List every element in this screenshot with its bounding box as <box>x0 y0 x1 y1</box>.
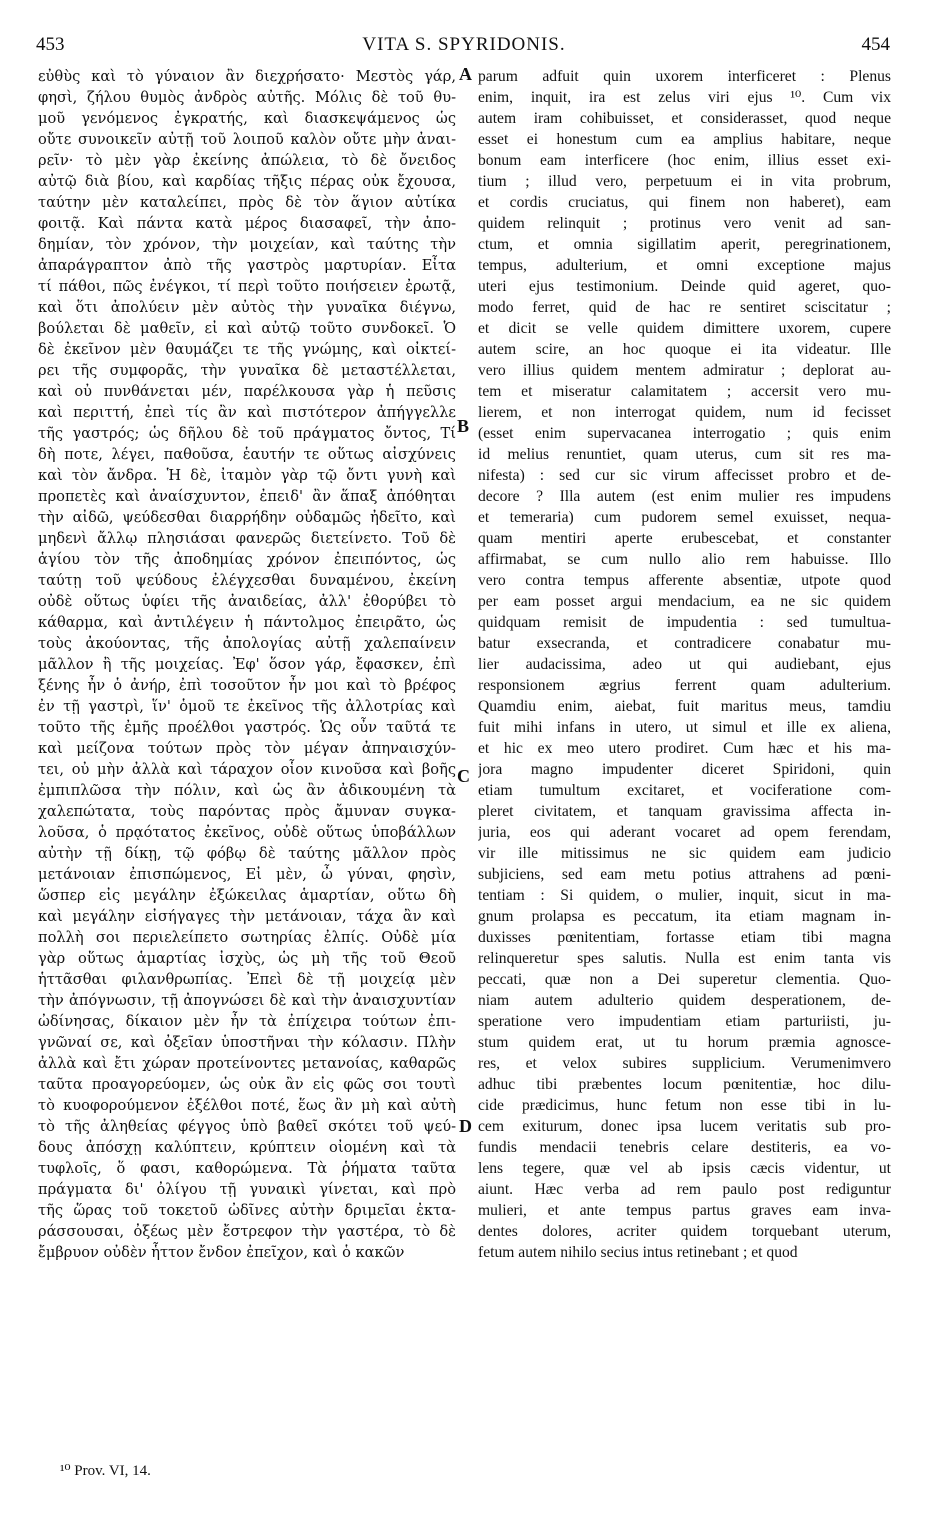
greek-text-line: ἐν τῇ γαστρὶ, ἵν' ὁμοῦ τε ἐκεῖνος τῆς ἀλλοτρίας καὶ <box>38 698 456 715</box>
greek-text-line: καὶ οὐ πυνθάνεται μέν, παρέλκουσα γὰρ ἡ πεῦσις <box>38 383 456 400</box>
greek-text-line: καὶ περιττή, ἐπεὶ τίς ἂν καὶ πιστότερον ἀπήγγελλε <box>38 404 456 421</box>
greek-text-line: γνῶναί σε, καὶ ὀξεῖαν ὑποστῆναι τὴν κόλασιν. Πλὴν <box>38 1034 456 1051</box>
latin-text-line: ctum, et omnia sigillatim aperit, peregrinationem, <box>478 236 891 253</box>
latin-text-line: tempus, adulterium, et omni exceptione majus <box>478 257 891 274</box>
latin-text-line: batur exsecranda, et contradicere conabatur mu- <box>478 635 891 652</box>
latin-text-line: jora magno impudenter diceret Spiridoni, quin <box>478 761 891 778</box>
latin-text-line: vir ille mitissimus ne sic quidem eam judicio <box>478 845 891 862</box>
latin-text-line: autem scire, an hoc quoque ei ita videatur. Ille <box>478 341 891 358</box>
latin-text-line: lens tegere, quæ vel ab ipsis cæcis videntur, ut <box>478 1160 891 1177</box>
greek-text-line: αὐτὴν τῇ δίκῃ, τῷ φόβῳ δὲ ταύτης μᾶλλον πρὸς <box>38 845 456 862</box>
greek-text-column <box>38 66 456 1263</box>
greek-text-line: ἀπαράγραπτον ἀπὸ τῆς γαστρὸς μαρτυρίαν. Εἶτα <box>38 257 456 274</box>
footnote: ¹⁰ Prov. VI, 14. <box>60 1463 151 1479</box>
greek-text-line: φησὶ, ζήλου θυμὸς ἀνδρὸς αὐτῆς. Μόλις δὲ τοῦ θυ- <box>38 89 456 106</box>
greek-text-line: ταύτην μὲν καταλείπει, πρὸς δὲ τὸν ἅγιον αὐτίκα <box>38 194 456 211</box>
greek-text-line: ἀλλὰ καὶ ἔτι χώραν προτείνοντες μετανοίας, καθαρῶς <box>38 1055 456 1072</box>
latin-text-line: modo ferret, quid de hac re sentiret sciscitatur ; <box>478 299 891 316</box>
latin-text-line: lier audacissima, adeo ut qui audiebant, ejus <box>478 656 891 673</box>
latin-text-line: duxisses pœnitentiam, fortasse etiam tibi magna <box>478 929 891 946</box>
greek-text-line: αὐτῷ διὰ βίου, καὶ καρδίας τῆξις πέρας οὐκ ἔχουσα, <box>38 173 456 190</box>
latin-text-line: vero contra tempus afferente absentiæ, utpote quod <box>478 572 891 589</box>
greek-text-line: δὲ ἐκεῖνον μὲν θαυμάζει τε τῆς γνώμης, καὶ οἰκτεί- <box>38 341 456 358</box>
greek-text-line: κάθαρμα, καὶ ἀντιλέγειν ἡ πάντολμος ἐπειρᾶτο, ὡς <box>38 614 456 631</box>
latin-text-line: affirmabat, se cum nullo alio rem habuisse. Illo <box>478 551 891 568</box>
latin-text-line: subjiciens, sed eam metu potius attrahens ad pœni- <box>478 866 891 883</box>
latin-text-line: parum adfuit quin uxorem interficeret : Plenus <box>478 68 891 85</box>
greek-text-line: μᾶλλον ἢ τῆς μοιχείας. Ἐφ' ὅσον γάρ, ἔφασκεν, ἐπὶ <box>38 656 456 673</box>
greek-text-line: τυφλοῖς, ὅ φασι, καθορώμενα. Τὰ ῥήματα ταῦτα <box>38 1160 456 1177</box>
greek-text-line: καὶ μείζονα τούτων πρὸς τὸν μέγαν ἀπηναισχύν- <box>38 740 456 757</box>
latin-text-column <box>478 66 891 1263</box>
latin-text-line: esset ei honestum cum ea amplius habitare, neque <box>478 131 891 148</box>
greek-text-line: τοὺς ἀκούοντας, τῆς ἀπολογίας αὐτῇ χαλεπαίνειν <box>38 635 456 652</box>
latin-text-line: adhuc tibi præbentes locum pœnitentiæ, hoc dilu- <box>478 1076 891 1093</box>
latin-text-line: res, et velox subires supplicium. Verumenimvero <box>478 1055 891 1072</box>
page-number-right: 454 <box>861 34 890 55</box>
greek-text-line: τῆς γαστρός; ὡς δῆλου δὲ τοῦ πράγματος ὄντος, Τί <box>38 425 456 442</box>
latin-text-line: per eam posset argui mendacium, ea ne sic quidem <box>478 593 891 610</box>
greek-text-line: γὰρ οὕτως ἁμαρτίας ἰσχὺς, ὡς μὴ τῆς τοῦ Θεοῦ <box>38 950 456 967</box>
latin-text-line: juria, eos qui aderant vocaret ad opem ferendam, <box>478 824 891 841</box>
latin-text-line: uteri ejus testimonium. Deinde quid ageret, quo- <box>478 278 891 295</box>
running-title: VITA S. SPYRIDONIS. <box>362 34 566 55</box>
greek-text-line: εὐθὺς καὶ τὸ γύναιον ἂν διεχρήσατο· Μεστὸς γάρ, <box>38 68 456 85</box>
latin-text-line: niam autem adulterio quidem desperationem, de- <box>478 992 891 1009</box>
latin-text-line: et dicit se velle quidem dimittere uxorem, cupere <box>478 320 891 337</box>
latin-text-line: dentes dolores, acriter quidem torquebant uterum, <box>478 1223 891 1240</box>
greek-text-line: τί πάθοι, πῶς ἐνέγκοι, τί περὶ τοῦτο ποιήσειεν ἐρωτᾷ, <box>38 278 456 295</box>
latin-text-line: aiunt. Hæc verba ad rem paulo post rediguntur <box>478 1181 891 1198</box>
greek-text-line: καὶ μεγάλην εἰσήγαγες τὴν μετάνοιαν, τάχα ἂν καὶ <box>38 908 456 925</box>
greek-text-line: ἐμπιπλῶσα τὴν πόλιν, καὶ ὡς ἂν ἀδικουμένη τὰ <box>38 782 456 799</box>
greek-text-line: προπετὲς καὶ ἀναίσχυντον, ἐπειδ' ἂν ἅπαξ ἀπόθηται <box>38 488 456 505</box>
latin-text-line: fundis mendacii tenebris celare destiteris, ea vo- <box>478 1139 891 1156</box>
latin-text-line: vero illius quidem mentem admiratur ; deplorat au- <box>478 362 891 379</box>
latin-text-line: cem exiturum, donec ipsa lucem veritatis sub pro- <box>478 1118 891 1135</box>
latin-text-line: Quamdiu enim, aiebat, fuit maritus meus, tamdiu <box>478 698 891 715</box>
latin-text-line: enim, inquit, ira est zelus viri ejus ¹⁰. Cum vix <box>478 89 891 106</box>
greek-text-line: ξένης ἦν ὁ ἀνήρ, ἐπὶ τοσοῦτον ἦν μοι καὶ τὸ βρέφος <box>38 677 456 694</box>
greek-text-line: ταύτῃ τοῦ ψεύδους ἐλέγχεσθαι δυναμένου, ἐκείνη <box>38 572 456 589</box>
latin-text-line: pleret civitatem, et tanquam gravissima affecta in- <box>478 803 891 820</box>
latin-text-line: nifesta) : sed cur sic virum affecisset probro et de- <box>478 467 891 484</box>
latin-text-line: autem iram cohibuisset, et considerasset, quod neque <box>478 110 891 127</box>
latin-text-line: speratione vero impudentiam etiam parturiisti, ju- <box>478 1013 891 1030</box>
latin-text-line: lierem, et non interrogat quidem, num id fecisset <box>478 404 891 421</box>
greek-text-line: ὥσπερ εἰς μεγάλην ἐξώκειλας ἁμαρτίαν, οὕτω δὴ <box>38 887 456 904</box>
section-marker-b: B <box>457 416 470 436</box>
latin-text-line: responsionem ægrius ferrent quam adulterium. <box>478 677 891 694</box>
greek-text-line: χαλεπώτατα, τοὺς παρόντας πρὸς ἄμυναν συγκα- <box>38 803 456 820</box>
latin-text-line: (esset enim supervacanea interrogatio ; quis enim <box>478 425 891 442</box>
greek-text-line: τὴν αἰδῶ, ψεύδεσθαι διαρρήδην οὐδαμῶς ἠδεῖτο, καὶ <box>38 509 456 526</box>
latin-text-line: mulieri, et ante tempus partus graves eam inva- <box>478 1202 891 1219</box>
greek-text-line: καὶ τὸν ἄνδρα. Ἡ δὲ, ἰταμὸν γὰρ τῷ ὄντι γυνὴ καὶ <box>38 467 456 484</box>
latin-text-line: decore ? Illa autem (est enim mulier res impudens <box>478 488 891 505</box>
latin-text-line: et hic ex meo utero prodiret. Cum hæc et his ma- <box>478 740 891 757</box>
page-header <box>0 32 928 62</box>
greek-text-line: μετάνοιαν ἐπισπώμενος, Εἰ μὲν, ὦ γύναι, φησὶν, <box>38 866 456 883</box>
latin-text-line: stum quidem erat, ut tu horum præmia agnosce- <box>478 1034 891 1051</box>
latin-text-line: et temeraria) cum pudorem semel exuisset, nequa- <box>478 509 891 526</box>
greek-text-line: οὔτε συνοικεῖν αὐτῇ τοῦ λοιποῦ καλὸν οὔτε μὴν ἀναι- <box>38 131 456 148</box>
greek-text-line: ράσσουσαι, ὀξέως μὲν ἔστρεφον τὴν γαστέρα, τὸ δὲ <box>38 1223 456 1240</box>
section-marker-a: A <box>459 64 472 84</box>
greek-text-line: καὶ ὅτι ἀπολύειν μὲν αὐτὸς τὴν γυναῖκα διέγνω, <box>38 299 456 316</box>
greek-text-line: ἔμβρυον οὐδὲν ἧττον ἔνδον ἐπεῖχον, καὶ ὁ κακῶν <box>38 1244 405 1261</box>
latin-text-line: relinqueretur spes salutis. Nulla est enim tanta vis <box>478 950 891 967</box>
latin-text-line: tium ; illud vero, perpetuum ei in vita probrum, <box>478 173 891 190</box>
greek-text-line: τὴν ἀπόγνωσιν, τῇ ἀπογνώσει δὲ καὶ τὴν ἀναισχυντίαν <box>38 992 456 1009</box>
latin-text-line: peccati, quæ non a Dei superetur clementia. Quo- <box>478 971 891 988</box>
greek-text-line: τὸ κυοφορούμενον ἐξέλθοι ποτέ, ἕως ἂν μὴ καὶ αὐτὴ <box>38 1097 456 1114</box>
greek-text-line: βούλεται δὲ μαθεῖν, εἰ καὶ αὐτῷ τοῦτο συνδοκεῖ. Ὁ <box>38 320 456 337</box>
greek-text-line: τῆς ὥρας τοῦ τοκετοῦ ὠδῖνες αὐτὴν δριμεῖαι ἐκτα- <box>38 1202 456 1219</box>
greek-text-line: πράγματα δι' ὀλίγου τῇ γυναικὶ γίνεται, καὶ πρὸ <box>38 1181 456 1198</box>
latin-text-line: quam mentiri aperte erubescebat, et constanter <box>478 530 891 547</box>
section-marker-c: C <box>457 766 470 786</box>
greek-text-line: τει, οὐ μὴν ἀλλὰ καὶ τάραχον οἷον κινοῦσα καὶ βοῆς <box>38 761 456 778</box>
greek-text-line: ρεῖν· τὸ μὲν γὰρ ἐκείνης ἀπώλεια, τὸ δὲ ὄνειδος <box>38 152 456 169</box>
greek-text-line: ἡττᾶσθαι φιλανθρωπίας. Ἐπεὶ δὲ τῇ μοιχείᾳ μὲν <box>38 971 456 988</box>
greek-text-line: πολλὴ σοι περιελείπετο σωτηρίας ἐλπίς. Οὐδὲ μία <box>38 929 456 946</box>
greek-text-line: μοῦ γενόμενος ἐγκρατής, καὶ διασκεψάμενος ὡς <box>38 110 456 127</box>
latin-text-line: fetum autem nihilo secius intus retinebant ; et quod <box>478 1244 798 1261</box>
latin-text-line: id melius renuntiet, quam uterus, cum sit res ma- <box>478 446 891 463</box>
greek-text-line: λοῦσα, ὁ πρᾳότατος ἐκεῖνος, οὐδὲ οὕτως ὑποβάλλων <box>38 824 456 841</box>
greek-text-line: τοῦτο τῆς ἐμῆς προέλθοι γαστρός. Ὡς οὖν ταῦτά τε <box>38 719 456 736</box>
greek-text-line: δὴ ποτε, λέγει, παθοῦσα, ἑαυτήν τε οὕτως αἰσχύνεις <box>38 446 456 463</box>
latin-text-line: gnum prolapsa es peccatum, ita etiam magnam in- <box>478 908 891 925</box>
greek-text-line: ἁγίου τὸν τῆς ἀποδημίας χρόνον ἐπειπόντος, ὡς <box>38 551 456 568</box>
latin-text-line: quidquam remisit de impudentia : sed tumultua- <box>478 614 891 631</box>
latin-text-line: quidem relinquit ; protinus vero venit ad san- <box>478 215 891 232</box>
latin-text-line: fuit mihi infans in utero, ut simul et ille ex aliena, <box>478 719 891 736</box>
greek-text-line: οὐδὲ οὕτως ὑφίει τῆς ἀναιδείας, ἀλλ' ἐθορύβει τὸ <box>38 593 456 610</box>
greek-text-line: τὸ τῆς ἀληθείας φέγγος ὑπὸ βαθεῖ σκότει τοῦ ψεύ- <box>38 1118 456 1135</box>
latin-text-line: et cordis cruciatus, qui finem non haberet), eam <box>478 194 891 211</box>
greek-text-line: φοιτᾷ. Καὶ πάντα κατὰ μέρος διασαφεῖ, τὴν ἀπο- <box>38 215 456 232</box>
page-number-left: 453 <box>36 34 65 55</box>
latin-text-line: tem et miseratur calamitatem ; accersit vero mu- <box>478 383 891 400</box>
latin-text-line: cide prædicimus, hunc fetum non esse tibi in lu- <box>478 1097 891 1114</box>
greek-text-line: δημίαν, τὸν χρόνον, τὴν μοιχείαν, καὶ ταύτης τὴν <box>38 236 456 253</box>
latin-text-line: bonum eam interficere (hoc enim, illius esset exi- <box>478 152 891 169</box>
latin-text-line: tentiam : Si quidem, o mulier, inquit, sicut in ma- <box>478 887 891 904</box>
greek-text-line: ὠδίνησας, δίκαιον μὲν ἦν τὰ ἐπίχειρα τούτων ἐπι- <box>38 1013 456 1030</box>
section-marker-d: D <box>459 1116 472 1136</box>
greek-text-line: ταῦτα προαγορεύομεν, ὡς οὐκ ἂν εἰς φῶς σοι τουτὶ <box>38 1076 456 1093</box>
latin-text-line: etiam tumultum excitaret, et vociferatione com- <box>478 782 891 799</box>
greek-text-line: ρει τῆς συμφορᾶς, τὴν γυναῖκα δὲ μεταστέλλεται, <box>38 362 456 379</box>
greek-text-line: δους ἀπόσχῃ καλύπτειν, κρύπτειν οἰομένη καὶ τὰ <box>38 1139 456 1156</box>
greek-text-line: μηδενὶ ἄλλῳ πλησιάσαι φανερῶς διετείνετο. Τοῦ δὲ <box>38 530 456 547</box>
